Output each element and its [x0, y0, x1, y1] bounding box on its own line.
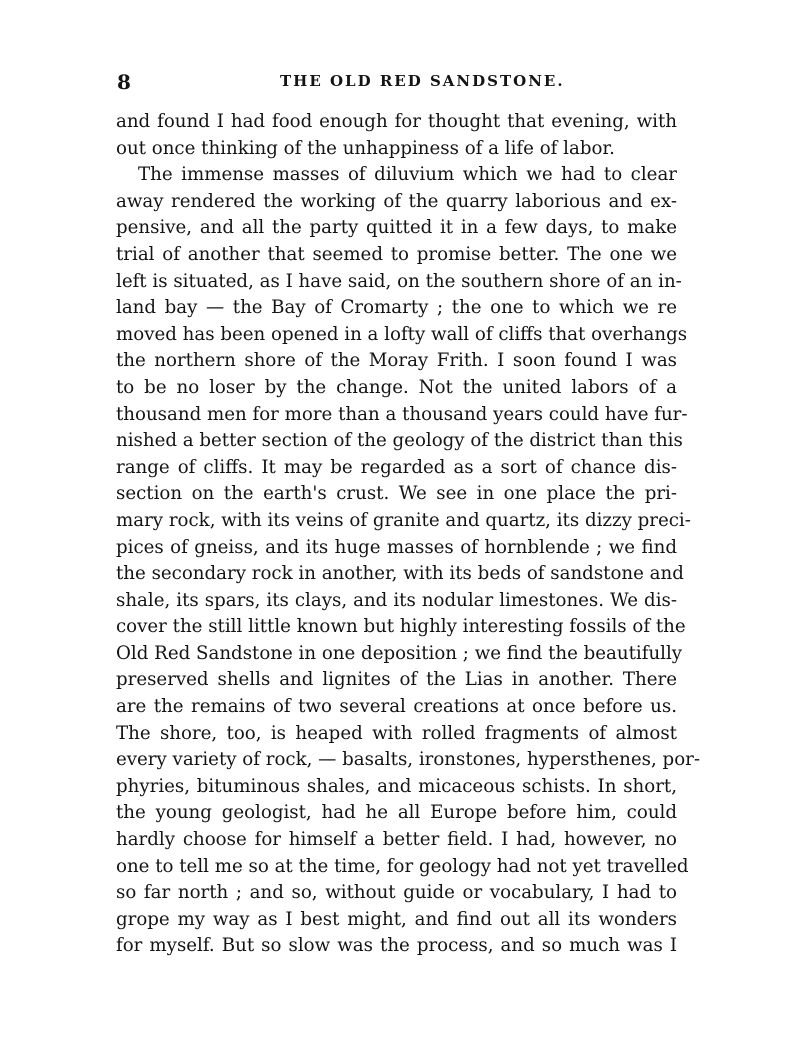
text-line: so far north ; and so, without guide or vocabulary, I had to [116, 882, 677, 904]
text-line: are the remains of two several creations at once before us. [116, 696, 677, 718]
text-line: thousand men for more than a thousand years could have fur- [116, 403, 688, 425]
text-line: pensive, and all the party quitted it in a few days, to make [116, 217, 677, 239]
text-line: mary rock, with its veins of granite and quartz, its dizzy preci- [116, 509, 691, 531]
text-line: grope my way as I best might, and find out all its wonders [116, 908, 677, 930]
text-line: one to tell me so at the time, for geology had not yet travelled [116, 855, 689, 877]
text-line: hardly choose for himself a better field. I had, however, no [116, 829, 677, 851]
text-line: away rendered the working of the quarry laborious and ex- [116, 190, 677, 212]
text-line: nished a better section of the geology of the district than this [116, 430, 683, 452]
text-line: the secondary rock in another, with its beds of sandstone and [116, 563, 684, 585]
text-line: The immense masses of diluvium which we had to clear [138, 164, 677, 186]
text-line: the young geologist, had he all Europe before him, could [116, 802, 677, 824]
text-line: The shore, too, is heaped with rolled fragments of almost [116, 722, 677, 744]
text-line: moved has been opened in a lofty wall of cliffs that overhangs [116, 323, 688, 345]
text-line: every variety of rock, — basalts, ironstones, hypersthenes, por- [116, 749, 700, 771]
text-line: trial of another that seemed to promise better. The one we [116, 243, 677, 265]
text-line: left is situated, as I have said, on the southern shore of an in- [116, 270, 682, 292]
text-line: the northern shore of the Moray Frith. I soon found I was [116, 350, 677, 372]
text-line: and found I had food enough for thought that evening, with [116, 111, 677, 132]
text-line: range of cliffs. It may be regarded as a sort of chance dis- [116, 456, 677, 478]
text-line: preserved shells and lignites of the Lias in another. There [116, 669, 677, 691]
text-line: out once thinking of the unhappiness of a life of labor. [116, 137, 615, 159]
text-line: shale, its spars, its clays, and its nodular limestones. We dis- [116, 589, 677, 611]
text-line: land bay — the Bay of Cromarty ; the one to which we re [116, 297, 677, 319]
text-line: to be no loser by the change. Not the united labors of a [116, 376, 677, 398]
text-line: section on the earth's crust. We see in one place the pri- [116, 483, 677, 505]
text-line: Old Red Sandstone in one deposition ; we find the beautifully [116, 642, 683, 664]
text-line: pices of gneiss, and its huge masses of hornblende ; we find [116, 536, 677, 558]
running-title: THE OLD RED SANDSTONE. [280, 72, 565, 90]
text-line: cover the still little known but highly interesting fossils of the [116, 616, 686, 638]
text-line: for myself. But so slow was the process, and so much was I [116, 935, 677, 957]
page-number: 8 [117, 70, 131, 94]
body-text [116, 109, 700, 960]
text-line: phyries, bituminous shales, and micaceous schists. In short, [116, 775, 677, 797]
